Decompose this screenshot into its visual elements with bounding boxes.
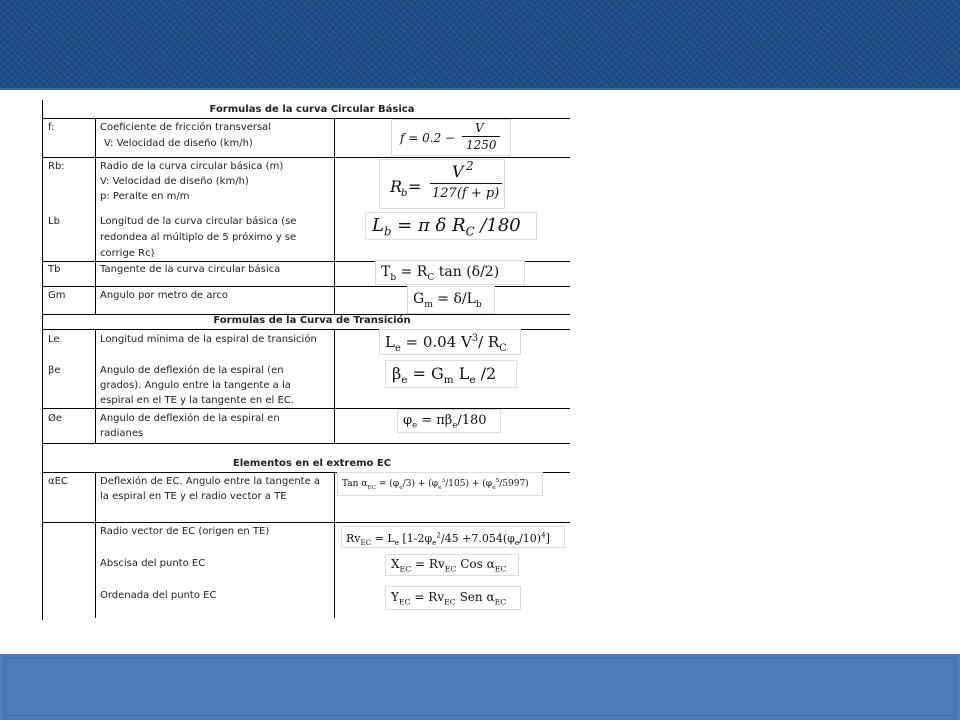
symbol-aec: αEC <box>48 476 68 487</box>
formula-yec: $Y_{EC} = Rv_{EC}$ Sen $\alpha_{EC}$ <box>386 587 520 609</box>
desc-gm-1: Angulo por metro de arco <box>100 290 229 301</box>
symbol-le: Le <box>48 334 60 345</box>
desc-lb-3: corrige Rc) <box>100 248 155 259</box>
desc-rb-1: Radio de la curva circular básica (m) <box>100 161 284 172</box>
formula-rb: R b = V 2 127(f + p) <box>380 160 504 208</box>
desc-aec-2: la espiral en TE y el radio vector a TE <box>100 491 287 502</box>
desc-f-2: V: Velocidad de diseño (km/h) <box>104 138 253 149</box>
formula-gm: $G_m = \delta/L_b$ <box>408 287 494 313</box>
header-banner <box>0 0 960 90</box>
desc-rb-3: p: Peralte en m/m <box>100 191 190 202</box>
desc-be-3: espiral en el TE y la tangente en el EC. <box>100 395 294 406</box>
formula-lb: $L_b = \pi$ δ $R_C$ /180 <box>366 213 536 239</box>
section-title-circular: Formulas de la curva Circular Básica <box>209 104 415 115</box>
symbol-oe: Øe <box>48 413 63 424</box>
desc-oe-2: radianes <box>100 428 144 439</box>
desc-rv-1: Radio vector de EC (origen en TE) <box>100 526 270 537</box>
desc-rb-2: V: Velocidad de diseño (km/h) <box>100 176 249 187</box>
formula-oe: $\varphi_e = \pi\beta_e/180$ <box>398 410 500 432</box>
desc-rv-3: Ordenada del punto EC <box>100 590 217 601</box>
formula-le: $L_e = 0.04$ $V^3/$ $R_C$ <box>380 330 520 354</box>
symbol-tb: Tb <box>48 264 61 275</box>
formula-xec: $X_{EC} = Rv_{EC}$ Cos $\alpha_{EC}$ <box>386 555 518 575</box>
section-title-ec: Elementos en el extremo EC <box>232 458 392 469</box>
desc-f-1: Coeficiente de fricción transversal <box>100 122 272 133</box>
formula-aec: Tan $\alpha_{EC} = (\varphi_e/3) + (\varphi_e^3/105) + (\varphi_e^5/5997)$ <box>338 473 542 495</box>
formula-tb: $T_b = R_C$ tan (δ/2) <box>376 261 524 284</box>
formula-f: f = 0.2 − V 1250 <box>392 120 510 155</box>
desc-le-1: Longitud mínima de la espiral de transición <box>100 334 317 345</box>
desc-tb-1: Tangente de la curva circular básica <box>100 264 281 275</box>
formula-table <box>42 100 570 620</box>
symbol-gm: Gm <box>48 290 66 301</box>
desc-lb-2: redondea al múltiplo de 5 próximo y se <box>100 232 297 243</box>
desc-lb-1: Longitud de la curva circular básica (se <box>100 216 297 227</box>
section-title-transition: Formulas de la Curva de Transición <box>213 315 411 326</box>
formula-rv: $Rv_{EC} = L_e$ $[1-2\varphi_e^2/45 +7.054(\varphi_e/10)^4]$ <box>342 527 564 547</box>
symbol-lb: Lb <box>48 216 60 227</box>
symbol-be: βe <box>48 365 61 376</box>
desc-be-1: Angulo de deflexión de la espiral (en <box>100 365 284 376</box>
desc-oe-1: Angulo de deflexión de la espiral en <box>100 413 280 424</box>
desc-be-2: grados). Angulo entre la tangente a la <box>100 380 291 391</box>
symbol-rb: Rb: <box>48 161 65 172</box>
symbol-f: f: <box>48 122 55 133</box>
desc-aec-1: Deflexión de EC. Angulo entre la tangente a <box>100 476 321 487</box>
formula-be: $\beta_e = G_m$ $L_e$ /2 <box>386 361 516 387</box>
desc-rv-2: Abscisa del punto EC <box>100 558 206 569</box>
footer-bar <box>0 654 960 720</box>
